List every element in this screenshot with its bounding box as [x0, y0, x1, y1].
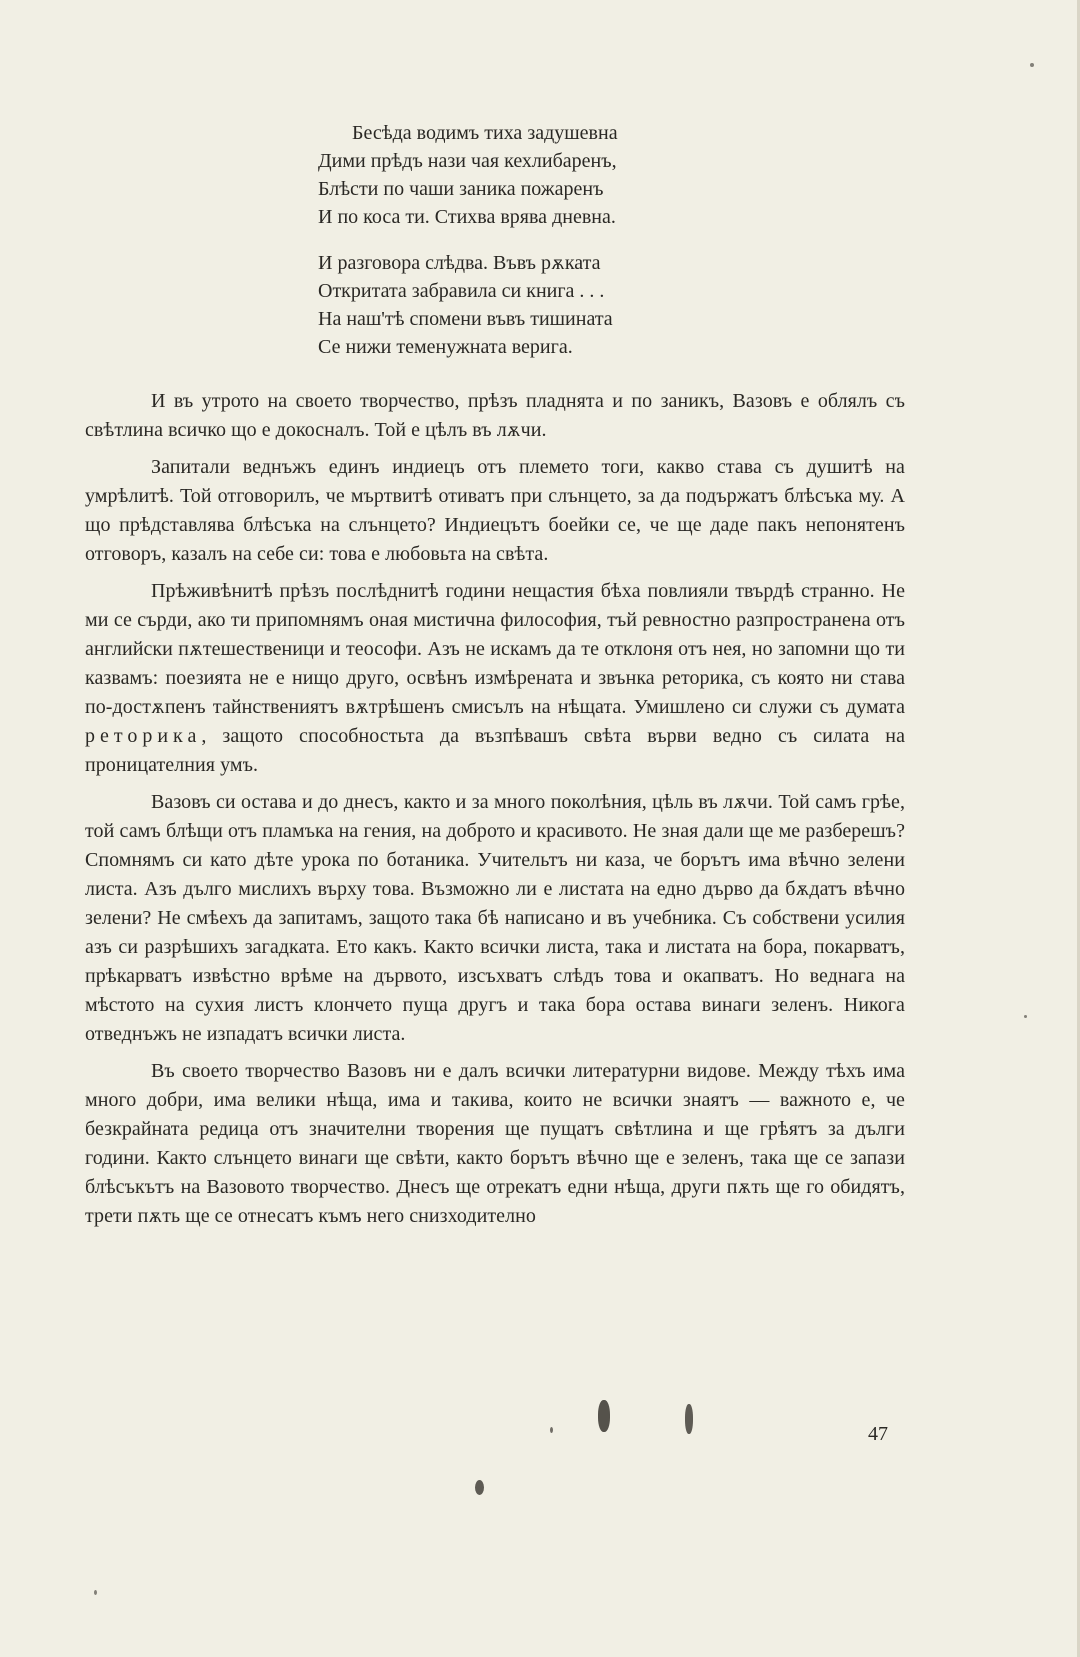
- paragraph-text: Прѣживѣнитѣ прѣзъ послѣднитѣ години нещастия бѣха повлияли твърдѣ странно. Не ми се сърди, ако ти припомнямъ оная мистична философия, тъй ревностно разпространена отъ английски пѫтешественици и теософи. Азъ не искамъ да те отклоня отъ нея, но запомни що ти казвамъ: поезията не е нищо друго, освѣнъ измѣрената и звънка реторика, съ която ни става по-достѫпенъ тайнствениятъ вѫтрѣшенъ смисълъ на нѣщата. Умишлено си служи съ думата: [85, 580, 905, 718]
- paragraph: Вазовъ си остава и до днесъ, както и за много поколѣния, цѣль въ лѫчи. Той самъ грѣе, той самъ блѣщи отъ пламъка на гения, на доброто и красивото. Не зная дали ще ме разберешъ? Спомнямъ си като дѣте урока по ботаника. Учительтъ ни каза, че борътъ има вѣчно зелени листа. Азъ дълго мислихъ върху това. Възможно ли е листата на едно дърво да бѫдатъ вѣчно зелени? Не смѣехъ да запитамъ, защото така бѣ написано и въ учебника. Съ собствени усилия азъ си разрѣшихъ загадката. Ето какъ. Както всички листа, така и листата на бора, покарватъ, прѣкарватъ извѣстно врѣме на дървото, изсъхватъ слѣдъ това и окапватъ. Но веднага на мѣстото на сухия листъ клончето пуща другъ и така бора остава винаги зеленъ. Никога отведнъжъ не изпадатъ всички листа.: [85, 791, 905, 1045]
- poem-line: И по коса ти. Стихва врява дневна.: [318, 206, 616, 228]
- ink-blot: [685, 1404, 693, 1434]
- ink-speck: [1024, 1015, 1027, 1018]
- paragraph: [85, 577, 905, 780]
- prose-body: [85, 387, 905, 1231]
- poem-stanza: [318, 249, 738, 361]
- ink-blot: [475, 1480, 484, 1495]
- poem-line: И разговора слѣдва. Въвъ рѫката: [318, 252, 601, 274]
- poem-line: Бесѣда водимъ тиха задушевна: [352, 122, 618, 144]
- poem: [318, 119, 738, 379]
- paragraph: Въ своето творчество Вазовъ ни е далъ всички литературни видове. Между тѣхъ има много добри, има велики нѣща, има и такива, които не всички знаятъ — важното е, че безкрайната редица отъ значителни творения ще пущатъ свѣтлина и ще грѣятъ за дълги години. Както слънцето винаги ще свѣти, както борътъ вѣчно ще е зеленъ, така ще се запази блѣсъкътъ на Вазовото творчество. Днесъ ще отрекатъ едни нѣща, други пѫть ще го обидятъ, трети пѫть ще се отнесатъ къмъ него снизходително: [85, 1060, 905, 1227]
- paragraph: Запитали веднъжъ единъ индиецъ отъ племето тоги, какво става съ душитѣ на умрѣлитѣ. Той отговорилъ, че мъртвитѣ отиватъ при слънцето, за да подържатъ блѣсъка му. А що прѣдставлява блѣсъка на слънцето? Индиецътъ боейки се, че ще даде пакъ непонятенъ отговоръ, казалъ на себе си: това е любовьта на свѣта.: [85, 456, 905, 565]
- poem-line: На наш'тѣ спомени въвъ тишината: [318, 308, 613, 330]
- poem-stanza: [318, 119, 738, 231]
- poem-line: Блѣсти по чаши заника пожаренъ: [318, 178, 604, 200]
- paragraph: И въ утрото на своето творчество, прѣзъ пладнята и по заникъ, Вазовъ е облялъ съ свѣтлина всичко що е докосналъ. Той е цѣлъ въ лѫчи.: [85, 390, 905, 441]
- ink-speck: [94, 1590, 97, 1595]
- ink-blot: [598, 1400, 610, 1432]
- ink-speck: [550, 1427, 553, 1433]
- poem-line: Откритата забравила си книга . . .: [318, 280, 605, 302]
- poem-line: Дими прѣдъ нази чая кехлибаренъ,: [318, 150, 617, 172]
- emphasized-word: реторика: [85, 725, 202, 747]
- paragraph-text: , защото способностьта да възпѣвашъ свѣта върви ведно съ силата на проницателния умъ.: [85, 725, 905, 776]
- page-number: 47: [868, 1423, 888, 1445]
- ink-speck: [1030, 63, 1034, 67]
- poem-line: Се нижи теменужната верига.: [318, 336, 573, 358]
